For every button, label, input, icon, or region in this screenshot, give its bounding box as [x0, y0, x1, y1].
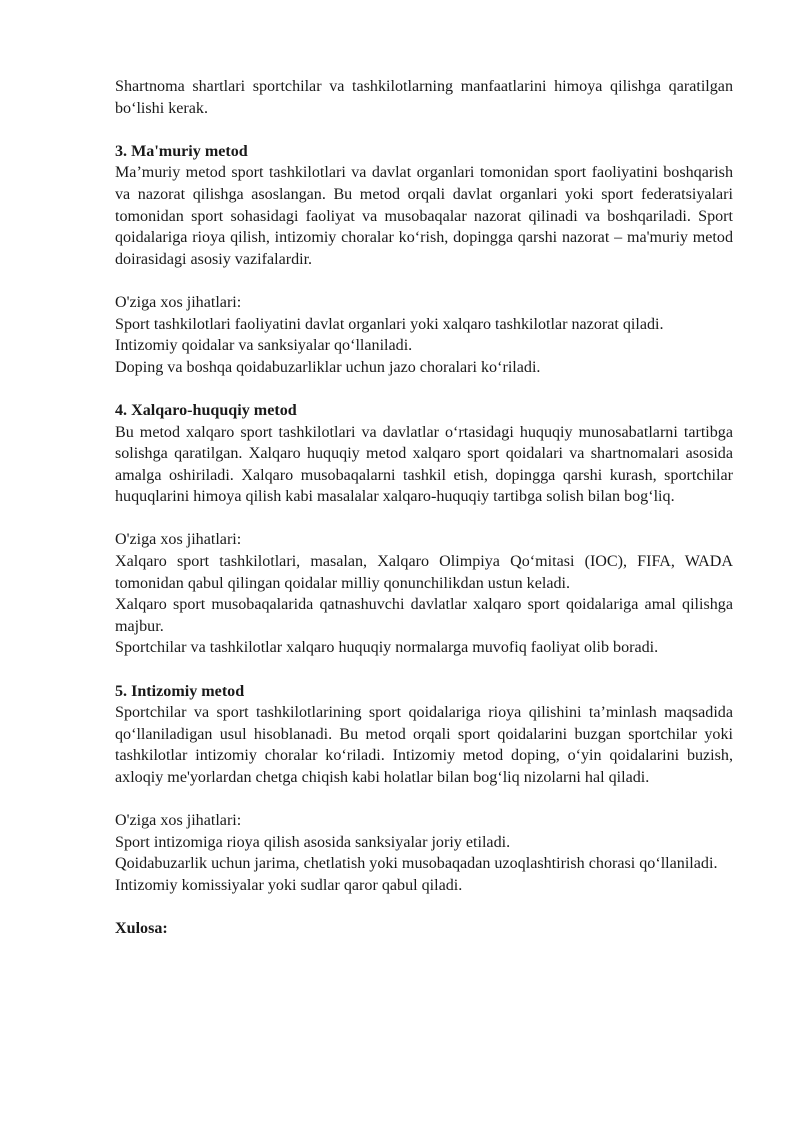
spacer: [115, 508, 733, 530]
feature-item: Sportchilar va tashkilotlar xalqaro huquqiy normalarga muvofiq faoliyat olib boradi.: [115, 639, 659, 657]
spacer: [115, 789, 733, 811]
feature-item: Xalqaro sport tashkilotlari, masalan, Xalqaro Olimpiya Qo‘mitasi (IOC), FIFA, WADA tomonidan qabul qilingan qoidalar milliy qonunchilikdan ustun keladi.: [115, 553, 733, 592]
spacer: [115, 378, 733, 400]
conclusion-heading: Xulosa:: [115, 920, 168, 938]
spacer: [115, 659, 733, 681]
section-heading-international-legal: 4. Xalqaro-huquqiy metod: [115, 401, 297, 419]
feature-item: Qoidabuzarlik uchun jarima, chetlatish yoki musobaqadan uzoqlashtirish chorasi qo‘llaniladi.: [115, 855, 718, 873]
spacer: [115, 897, 733, 919]
feature-item: Doping va boshqa qoidabuzarliklar uchun jazo choralari ko‘riladi.: [115, 358, 541, 376]
feature-item: Intizomiy komissiyalar yoki sudlar qaror qabul qiladi.: [115, 876, 463, 894]
spacer: [115, 119, 733, 141]
section-heading-administrative: 3. Ma'muriy metod: [115, 142, 248, 160]
features-label: O'ziga xos jihatlari:: [115, 531, 242, 549]
features-label: O'ziga xos jihatlari:: [115, 293, 242, 311]
feature-item: Xalqaro sport musobaqalarida qatnashuvchi davlatlar xalqaro sport qoidalariga amal qilishga majbur.: [115, 596, 733, 635]
feature-item: Sport tashkilotlari faoliyatini davlat organlari yoki xalqaro tashkilotlar nazorat qiladi.: [115, 315, 664, 333]
section-body-disciplinary: Sportchilar va sport tashkilotlarining sport qoidalariga rioya qilishini ta’minlash maqsadida qo‘llaniladigan usul hisoblanadi. Bu metod orqali sport qoidalarini buzgan sportchilar yoki tashkilotlar intizomiy choralar ko‘riladi. Intizomiy metod doping, o‘yin qoidalarini buzish, axloqiy me'yorlardan chetga chiqish kabi holatlar bilan bog‘liq nizolarni hal qiladi.: [115, 704, 733, 786]
intro-paragraph: Shartnoma shartlari sportchilar va tashkilotlarning manfaatlarini himoya qilishga qaratilgan bo‘lishi kerak.: [115, 78, 733, 117]
spacer: [115, 270, 733, 292]
section-body-international-legal: Bu metod xalqaro sport tashkilotlari va davlatlar o‘rtasidagi huquqiy munosabatlarni tartibga solishga qaratilgan. Xalqaro huquqiy metod xalqaro sport qoidalari va shartnomalari asosida amalga oshiriladi. Xalqaro musobaqalarni tashkil etish, dopingga qarshi kurash, sportchilar huquqlarini himoya qilish kabi masalalar xalqaro-huquqiy tartibga solish bilan bog‘liq.: [115, 423, 733, 506]
features-label: O'ziga xos jihatlari:: [115, 812, 242, 830]
section-body-administrative: Ma’muriy metod sport tashkilotlari va davlat organlari tomonidan sport faoliyatini boshqarish va nazorat qilishga asoslangan. Bu metod orqali davlat organlari yoki sport federatsiyalari tomonidan sport sohasidagi faoliyat va musobaqalar nazorat qilinadi va boshqariladi. Sport qoidalariga rioya qilish, intizomiy choralar ko‘rish, dopingga qarshi nazorat – ma'muriy metod doirasidagi asosiy vazifalardir.: [115, 164, 733, 268]
document-page: [115, 76, 733, 940]
feature-item: Sport intizomiga rioya qilish asosida sanksiyalar joriy etiladi.: [115, 833, 511, 851]
section-heading-disciplinary: 5. Intizomiy metod: [115, 682, 245, 700]
feature-item: Intizomiy qoidalar va sanksiyalar qo‘llaniladi.: [115, 337, 413, 355]
